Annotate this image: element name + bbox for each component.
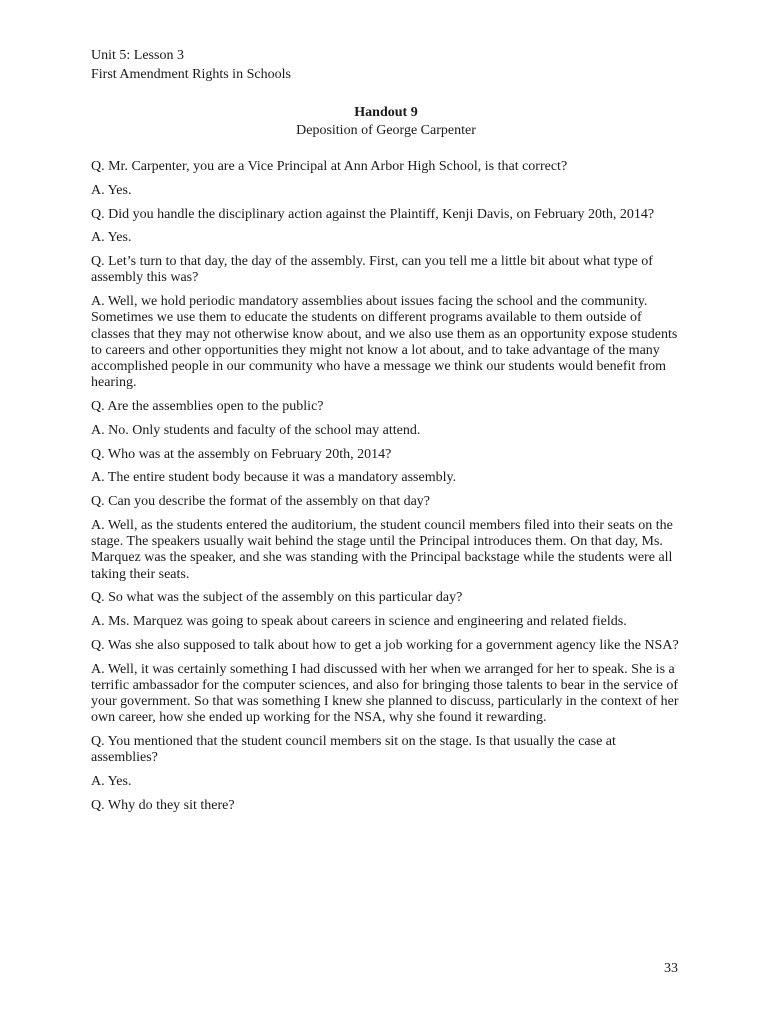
transcript-line: A. Yes. (91, 230, 132, 246)
transcript-line: A. Well, it was certainly something I had discussed with her when we arranged for her to speak. She is a terrific ambassador for the computer sciences, and also for bringing those talents to bear in the service of your government. So that was something I knew she planned to discuss, particularly in the context of her own career, how she ended up working for the NSA, why she found it rewarding. (91, 661, 679, 726)
transcript-line: Q. Can you describe the format of the assembly on that day? (91, 494, 431, 510)
transcript-line: Q. Are the assemblies open to the public? (91, 399, 324, 414)
transcript-line: A. No. Only students and faculty of the school may attend. (91, 422, 421, 438)
transcript-line: Q. Who was at the assembly on February 20th, 2014? (91, 446, 392, 462)
transcript-line: A. The entire student body because it was a mandatory assembly. (91, 470, 457, 486)
transcript-line: Q. Was she also supposed to talk about how to get a job working for a government agency like the NSA? (91, 637, 679, 653)
transcript-line: A. Yes. (91, 774, 132, 790)
transcript-line: A. Well, as the students entered the auditorium, the student council members filed into their seats on the stage. The speakers usually wait behind the stage until the Principal introduces them. On that day, Ms. Marquez was the speaker, and she was standing with the Principal backstage while the students were all taking their seats. (91, 517, 673, 582)
transcript-line: A. Yes. (91, 182, 132, 198)
transcript (91, 159, 681, 814)
transcript-line: Q. Why do they sit there? (91, 797, 235, 813)
transcript-line: Q. Mr. Carpenter, you are a Vice Principal at Ann Arbor High School, is that correct? (91, 159, 568, 174)
handout-title: Handout 9 (354, 105, 418, 120)
transcript-line: Q. You mentioned that the student council members sit on the stage. Is that usually the case at assemblies? (91, 734, 616, 766)
handout-subtitle: Deposition of George Carpenter (296, 123, 476, 138)
transcript-line: A. Well, we hold periodic mandatory assemblies about issues facing the school and the community. Sometimes we use them to educate the students on different programs available to them outside of classes that they may not otherwise know about, and we also use them as an opportunity expose students to careers and other opportunities they might not know a lot about, and to take advantage of the many accomplished people in our community who have a message we think our students would benefit from hearing. (91, 294, 678, 391)
document-page (91, 46, 681, 822)
page-number: 33 (664, 961, 678, 976)
transcript-line: Q. Let’s turn to that day, the day of the assembly. First, can you tell me a little bit about what type of assembly this was? (91, 254, 653, 286)
transcript-line: A. Ms. Marquez was going to speak about careers in science and engineering and related fields. (91, 614, 627, 630)
unit-lesson-label: Unit 5: Lesson 3 (91, 48, 184, 63)
course-title: First Amendment Rights in Schools (91, 67, 291, 82)
transcript-line: Q. So what was the subject of the assembly on this particular day? (91, 590, 463, 606)
transcript-line: Q. Did you handle the disciplinary action against the Plaintiff, Kenji Davis, on February 20th, 2014? (91, 206, 655, 222)
